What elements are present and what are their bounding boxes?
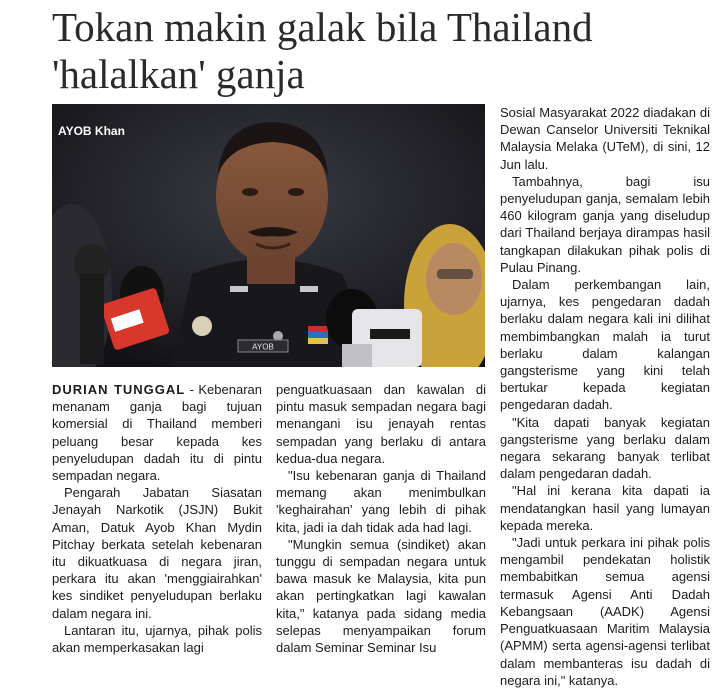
photo-credit: AYOB Khan	[58, 124, 125, 138]
article-paragraph: Sosial Masyarakat 2022 diadakan di Dewan Canselor Universiti Teknikal Malaysia Melaka (UTeM), di sini, 12 Jun lalu.	[500, 105, 710, 172]
article-paragraph: Lantaran itu, ujarnya, pihak polis akan memperkasakan lagi	[52, 622, 262, 656]
article-column-1	[52, 381, 262, 656]
article-paragraph: penguatkuasaan dan kawalan di pintu masuk sempadan negara bagi menangani isu jenayah rentas sempadan yang berlaku di antara kedua-dua negara.	[276, 382, 486, 466]
article-paragraph: "Kita dapati banyak kegiatan gangsterisme yang berlaku dalam negara sekarang banyak terlibat dalam pengedaran dadah.	[500, 414, 710, 482]
headline: Tokan makin galak bila Thailand 'halalkan' ganja	[52, 4, 593, 97]
article-paragraph: "Isu kebenaran ganja di Thailand memang akan menimbulkan 'keghairahan' yang lebih di pihak kita, jadi ia dah tidak ada had lagi.	[276, 468, 486, 535]
news-photo	[52, 104, 485, 367]
article-paragraph: Tambahnya, bagi isu penyeludupan ganja, semalam lebih 460 kilogram ganja yang diseludup dari Thailand berjaya dirampas hasil tangkapan dilakukan pihak polis di Pulau Pinang.	[500, 173, 710, 275]
article-paragraph: "Mungkin semua (sindiket) akan tunggu di sempadan negara untuk bawa masuk ke Malaysia, kita pun akan pertingkatkan lagi kawalan kita," katanya pada sidang media selepas menyampaikan forum dalam Seminar Seminar Isu	[276, 536, 486, 656]
article-paragraph: Pengarah Jabatan Siasatan Jenayah Narkotik (JSJN) Bukit Aman, Datuk Ayob Khan Mydin Pitchay berkata setelah kebenaran itu dikuatkuasa di negara jiran, perkara itu akan 'menggiairahkan' kes sindiket penyeludupan berlaku dalam negara ini.	[52, 485, 262, 621]
article-paragraph: Dalam perkembangan lain, ujarnya, kes pengedaran dadah berlaku dalam negara kali ini dilihat membimbangkan malah ia turut berlaku dalam kalangan gangsterisme yang kini telah bertukar kepada kegiatan pengedaran dadah.	[500, 277, 710, 413]
paragraph-text: - Kebenaran menanam ganja bagi tujuan komersial di Thailand memberi peluang besar kepada kes penyeludupan dadah itu di pintu sempadan negara.	[52, 382, 262, 484]
article-paragraph	[52, 381, 262, 484]
name-tag-text: AYOB	[252, 342, 274, 352]
article-column-3	[500, 104, 710, 689]
article-column-2	[276, 381, 486, 656]
article-paragraph: "Hal ini kerana kita dapati ia mendatangkan hasil yang lumayan kepada mereka.	[500, 483, 710, 533]
article-paragraph: "Jadi untuk perkara ini pihak polis mengambil pendekatan holistik membabitkan semua agensi termasuk Agensi Anti Dadah Kebangsaan (AADK) Agensi Penguatkuasaan Maritim Malaysia (APMM) serta agensi-agensi terlibat dalam membanteras isu dadah di negara ini," katanya.	[500, 535, 710, 688]
police-officer-photo	[52, 104, 485, 367]
dateline: DURIAN TUNGGAL	[52, 382, 186, 397]
